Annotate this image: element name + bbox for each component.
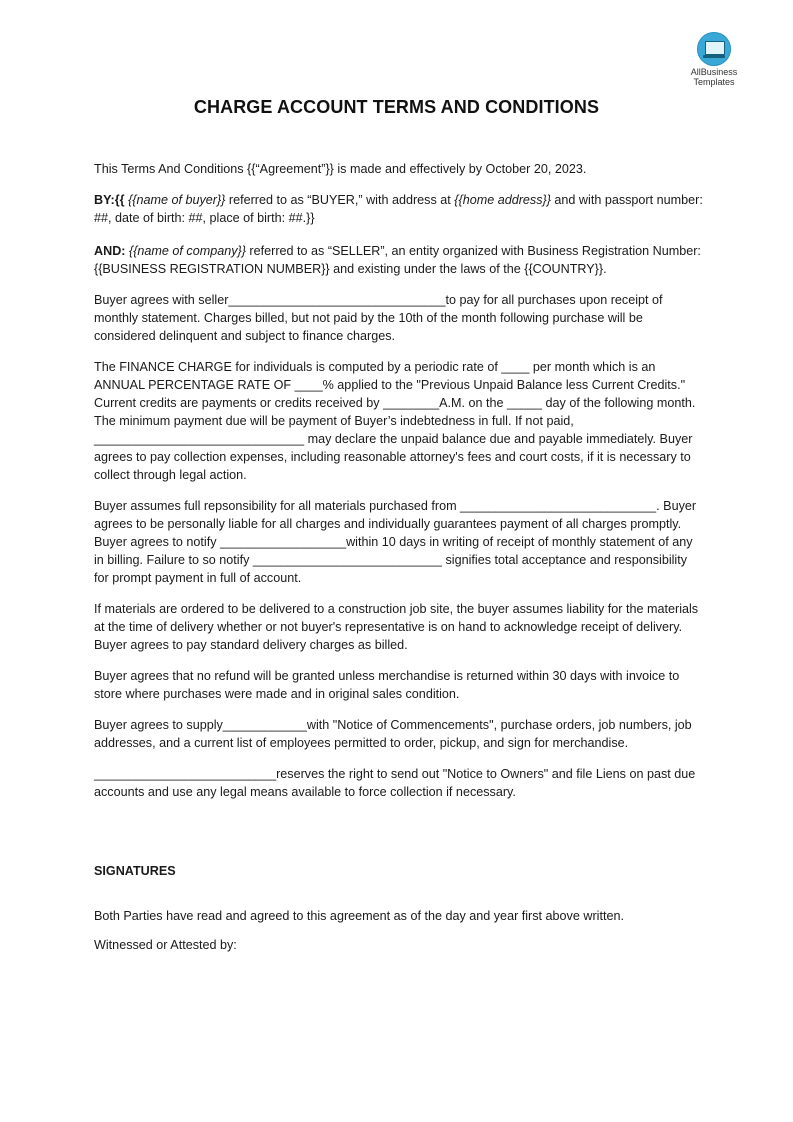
terms-paragraph-4: If materials are ordered to be delivered to a construction job site, the buyer assumes liability for the materials at the time of delivery whether or not buyer's representative is on hand to acknowledge receipt of delivery. Buyer agrees to pay standard delivery charges as billed. (94, 602, 699, 652)
buyer-name-placeholder: {{name of buyer}} (128, 193, 226, 207)
signatures-statement: Both Parties have read and agreed to this agreement as of the day and year first above written. (94, 909, 624, 923)
buyer-rest-text: and with passport number: ##, date of birth: ##, place of birth: ##.}} (94, 193, 703, 225)
by-label: BY:{{ (94, 193, 125, 207)
seller-paragraph (94, 242, 704, 278)
terms-paragraph-5: Buyer agrees that no refund will be granted unless merchandise is returned within 30 days with invoice to store where purchases were made and in original sales condition. (94, 669, 680, 701)
terms-paragraph-1: Buyer agrees with seller_______________________________to pay for all purchases upon receipt of monthly statement. Charges billed, but not paid by the 10th of the month following purchase will be considered delinquent and subject to finance charges. (94, 293, 663, 343)
terms-paragraph-7: __________________________reserves the right to send out "Notice to Owners" and file Liens on past due accounts and use any legal means available to force collection if necessary. (94, 767, 696, 799)
document-body (94, 160, 704, 814)
seller-rest-text: referred to as “SELLER”, an entity organized with Business Registration Number: {{BUSINESS REGISTRATION NUMBER}} and existing under the laws of the {{COUNTRY}}. (94, 244, 701, 276)
laptop-icon (697, 32, 731, 66)
and-label: AND: (94, 244, 126, 258)
signatures-heading: SIGNATURES (94, 864, 176, 878)
seller-name-placeholder: {{name of company}} (128, 244, 246, 258)
brand-logo (684, 32, 744, 87)
logo-line-1: AllBusiness (690, 67, 738, 77)
logo-line-2: Templates (693, 77, 735, 87)
buyer-paragraph (94, 191, 704, 227)
buyer-mid-text: referred to as “BUYER,” with address at (225, 193, 455, 207)
document-title: CHARGE ACCOUNT TERMS AND CONDITIONS (193, 97, 600, 117)
logo-text (684, 67, 744, 87)
terms-paragraph-6: Buyer agrees to supply____________with "Notice of Commencements", purchase orders, job numbers, job addresses, and a current list of employees permitted to order, pickup, and sign for merchandise. (94, 718, 692, 750)
witness-label: Witnessed or Attested by: (94, 938, 237, 952)
terms-paragraph-3: Buyer assumes full repsonsibility for all materials purchased from ____________________________. Buyer agrees to be personally liable for all charges and individually guarantees payment of all charges promptly. Buyer agrees to notify __________________within 10 days in writing of receipt of monthly statement of any in billing. Failure to so notify ___________________________ signifies total acceptance and responsibility for prompt payment in full of account. (94, 499, 697, 585)
terms-paragraph-2: The FINANCE CHARGE for individuals is computed by a periodic rate of ____ per month which is an ANNUAL PERCENTAGE RATE OF ____% applied to the "Previous Unpaid Balance less Current Credits." Current credits are payments or credits received by ________A.M. on the _____ day of the following month. The minimum payment due will be payment of Buyer’s indebtedness in full. If not paid, ______________________________ may declare the unpaid balance due and payable immediately. Buyer agrees to pay collection expenses, including reasonable attorney's fees and court costs, if it is necessary to collect through legal action. (94, 360, 696, 482)
buyer-address-placeholder: {{home address}} (454, 193, 551, 207)
intro-paragraph: This Terms And Conditions {{“Agreement”}} is made and effectively by October 20, 2023. (94, 162, 587, 176)
